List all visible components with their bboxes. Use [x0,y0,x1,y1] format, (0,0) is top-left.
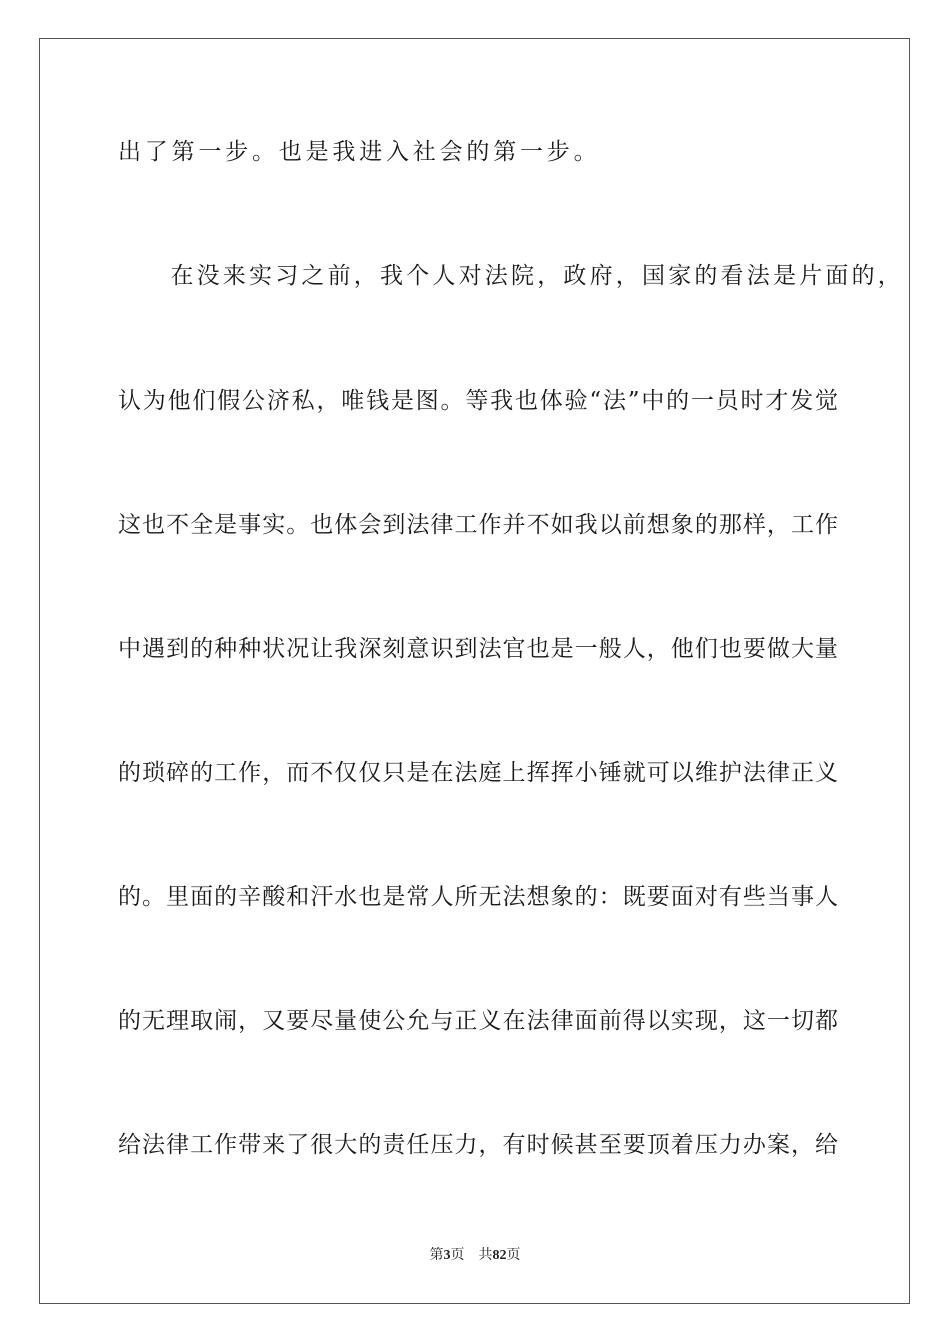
page-label-prefix: 第 [429,1248,444,1263]
total-label-prefix: 共 [478,1248,493,1263]
text-line-7: 的。里面的辛酸和汗水也是常人所无法想象的：既要面对有些当事人 [118,884,838,910]
text-line-4: 这也不全是事实。也体会到法律工作并不如我以前想象的那样，工作 [118,512,838,538]
total-pages: 82 [492,1248,507,1263]
page-footer [0,1247,950,1265]
text-line-5: 中遇到的种种状况让我深刻意识到法官也是一般人，他们也要做大量 [118,636,838,662]
text-line-6: 的琐碎的工作，而不仅仅只是在法庭上挥挥小锤就可以维护法律正义 [118,760,838,786]
page-number: 3 [443,1248,451,1263]
page-label-suffix: 页 [450,1248,465,1263]
text-line-3: 认为他们假公济私，唯钱是图。等我也体验“法”中的一员时才发觉 [118,388,838,414]
text-line-2: 在没来实习之前，我个人对法院，政府，国家的看法是片面的， [118,263,904,289]
page-border [39,38,910,1304]
total-label-suffix: 页 [506,1248,521,1263]
text-line-1: 出了第一步。也是我进入社会的第一步。 [118,139,601,165]
text-line-9: 给法律工作带来了很大的责任压力，有时候甚至要顶着压力办案，给 [118,1132,838,1158]
text-line-8: 的无理取闹，又要尽量使公允与正义在法律面前得以实现，这一切都 [118,1008,838,1034]
